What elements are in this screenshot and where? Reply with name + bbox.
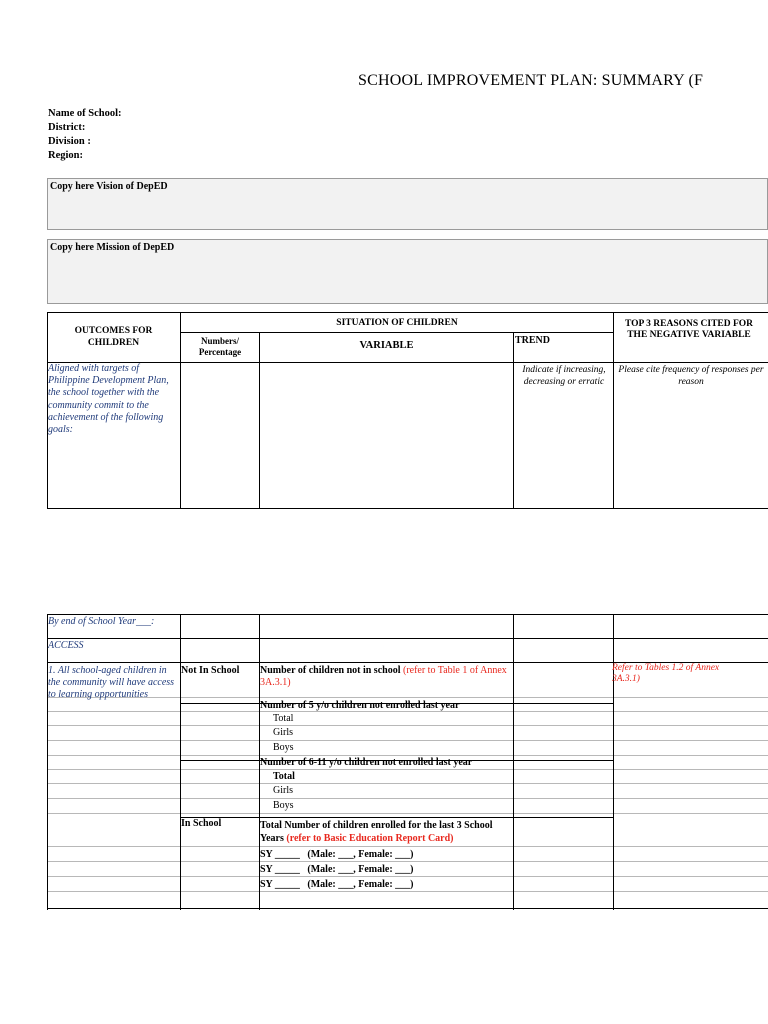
boys-row-1: Boys: [273, 742, 294, 753]
enrolled-total-label: Total Number of children enrolled for the last 3 School Years: [260, 820, 493, 844]
children-not-in-school: [260, 665, 512, 689]
five-yo-not-enrolled: Number of 5 y/o children not enrolled last year: [260, 700, 460, 711]
situation-header: SITUATION OF CHILDREN: [336, 318, 458, 328]
report-card-reference: (refer to Basic Education Report Card): [286, 833, 454, 844]
mission-label: Copy here Mission of DepED: [50, 242, 175, 253]
aligned-text: Aligned with targets of Philippine Development Plan, the school together with the community commit to the achievement of the following goals:: [48, 363, 169, 436]
sy-row-1: SY _____ (Male: ___, Female: ___): [260, 849, 414, 860]
six-eleven-not-enrolled: Number of 6-11 y/o children not enrolled last year: [260, 757, 473, 768]
access-label: ACCESS: [48, 640, 84, 651]
numbers-header: Numbers/ Percentage: [198, 336, 242, 357]
in-school-label: In School: [181, 818, 222, 829]
total-row-1: Total: [273, 713, 294, 724]
vision-box[interactable]: [47, 178, 768, 230]
refer-tables-note: Refer to Tables 1.2 of Annex 3A.3.1): [612, 663, 720, 684]
region-label: Region:: [48, 150, 83, 161]
girls-row-2: Girls: [273, 785, 293, 796]
not-in-school-label: Not In School: [181, 665, 240, 676]
mission-box[interactable]: [47, 239, 768, 304]
reasons-header: TOP 3 REASONS CITED FOR THE NEGATIVE VARIABLE: [624, 319, 754, 340]
boys-row-2: Boys: [273, 800, 294, 811]
outcomes-header: OUTCOMES FOR CHILDREN: [74, 326, 153, 348]
school-name-label: Name of School:: [48, 108, 122, 119]
girls-row-1: Girls: [273, 727, 293, 738]
district-label: District:: [48, 122, 86, 133]
enrolled-total: [260, 819, 512, 845]
trend-header: TREND: [515, 335, 551, 346]
table-1-reference: (refer to Table 1 of Annex 3A.3.1): [260, 665, 507, 688]
children-not-in-school-label: Number of children not in school: [260, 665, 401, 676]
sy-row-2: SY _____ (Male: ___, Female: ___): [260, 864, 414, 875]
by-end-of-school-year: By end of School Year___:: [48, 616, 155, 627]
total-row-2: Total: [273, 771, 295, 782]
page-title: SCHOOL IMPROVEMENT PLAN: SUMMARY (F: [358, 72, 704, 89]
goal-1-text: 1. All school-aged children in the community will have access to learning opportunities: [48, 665, 175, 700]
reasons-instruction: Please cite frequency of responses per reason: [618, 365, 764, 387]
variable-header: VARIABLE: [359, 340, 414, 351]
division-label: Division :: [48, 136, 91, 147]
vision-label: Copy here Vision of DepED: [50, 181, 168, 192]
sy-row-3: SY _____ (Male: ___, Female: ___): [260, 879, 414, 890]
trend-instruction: Indicate if increasing, decreasing or erratic: [522, 365, 606, 387]
